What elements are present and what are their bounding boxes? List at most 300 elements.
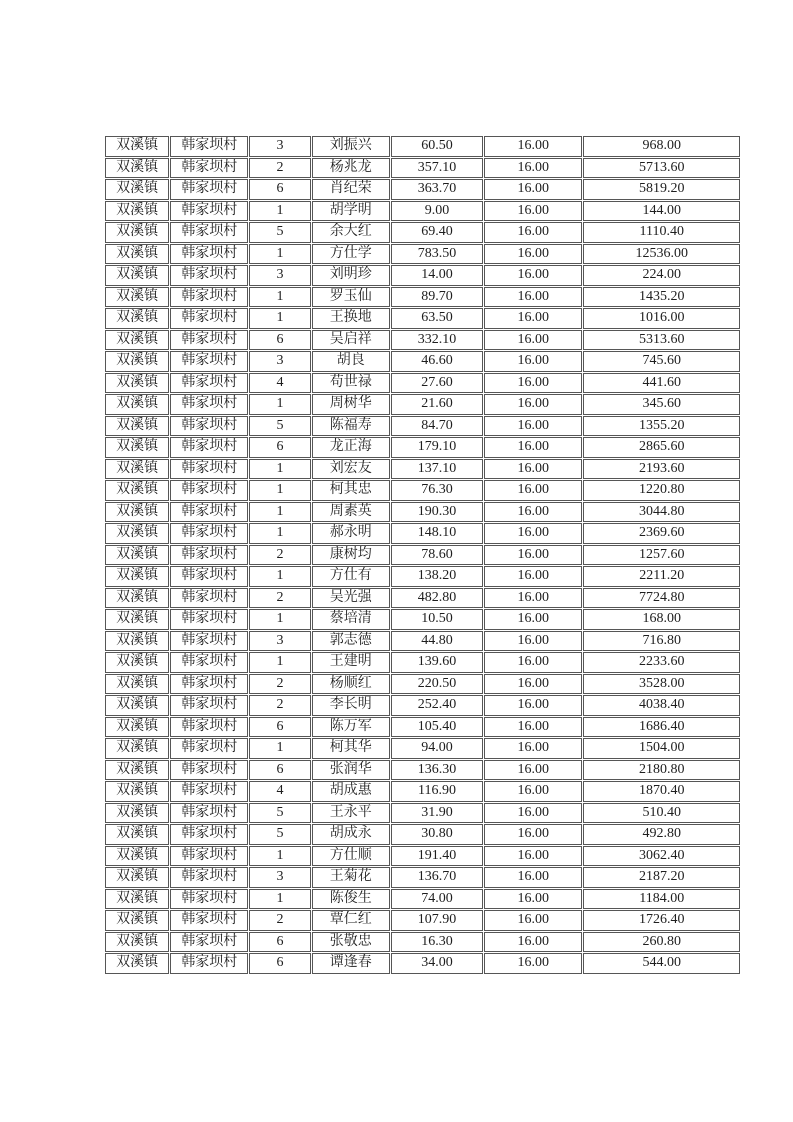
cell-amount: 2865.60 [583, 437, 740, 458]
cell-amount: 441.60 [583, 373, 740, 394]
table-row [105, 760, 740, 781]
cell-rate: 16.00 [484, 373, 582, 394]
cell-group: 6 [249, 179, 310, 200]
cell-rate: 16.00 [484, 695, 582, 716]
cell-rate: 16.00 [484, 652, 582, 673]
cell-area: 30.80 [391, 824, 483, 845]
cell-town: 双溪镇 [105, 136, 169, 157]
cell-group: 6 [249, 437, 310, 458]
cell-village: 韩家坝村 [170, 351, 248, 372]
cell-rate: 16.00 [484, 867, 582, 888]
cell-amount: 7724.80 [583, 588, 740, 609]
table-row [105, 609, 740, 630]
cell-amount: 510.40 [583, 803, 740, 824]
cell-rate: 16.00 [484, 158, 582, 179]
cell-area: 16.30 [391, 932, 483, 953]
cell-group: 1 [249, 523, 310, 544]
table-row [105, 588, 740, 609]
cell-town: 双溪镇 [105, 459, 169, 480]
cell-town: 双溪镇 [105, 803, 169, 824]
cell-group: 6 [249, 932, 310, 953]
cell-area: 137.10 [391, 459, 483, 480]
cell-rate: 16.00 [484, 717, 582, 738]
cell-area: 148.10 [391, 523, 483, 544]
cell-rate: 16.00 [484, 201, 582, 222]
cell-area: 783.50 [391, 244, 483, 265]
cell-area: 76.30 [391, 480, 483, 501]
cell-amount: 2369.60 [583, 523, 740, 544]
cell-amount: 2180.80 [583, 760, 740, 781]
cell-amount: 4038.40 [583, 695, 740, 716]
cell-name: 龙正海 [312, 437, 390, 458]
cell-village: 韩家坝村 [170, 201, 248, 222]
cell-group: 4 [249, 373, 310, 394]
cell-group: 2 [249, 158, 310, 179]
table-row [105, 351, 740, 372]
table-row [105, 502, 740, 523]
cell-town: 双溪镇 [105, 953, 169, 974]
cell-amount: 5713.60 [583, 158, 740, 179]
cell-name: 王换地 [312, 308, 390, 329]
table-row [105, 738, 740, 759]
cell-rate: 16.00 [484, 330, 582, 351]
cell-town: 双溪镇 [105, 416, 169, 437]
cell-town: 双溪镇 [105, 158, 169, 179]
cell-amount: 968.00 [583, 136, 740, 157]
cell-town: 双溪镇 [105, 889, 169, 910]
cell-group: 5 [249, 824, 310, 845]
table-row [105, 480, 740, 501]
cell-town: 双溪镇 [105, 867, 169, 888]
cell-rate: 16.00 [484, 480, 582, 501]
cell-village: 韩家坝村 [170, 781, 248, 802]
table-row [105, 201, 740, 222]
cell-rate: 16.00 [484, 824, 582, 845]
cell-amount: 345.60 [583, 394, 740, 415]
cell-rate: 16.00 [484, 910, 582, 931]
cell-name: 康树均 [312, 545, 390, 566]
cell-town: 双溪镇 [105, 760, 169, 781]
cell-area: 94.00 [391, 738, 483, 759]
cell-area: 220.50 [391, 674, 483, 695]
cell-amount: 745.60 [583, 351, 740, 372]
cell-rate: 16.00 [484, 265, 582, 286]
cell-group: 1 [249, 308, 310, 329]
cell-rate: 16.00 [484, 179, 582, 200]
table-row [105, 566, 740, 587]
cell-rate: 16.00 [484, 244, 582, 265]
cell-group: 4 [249, 781, 310, 802]
cell-amount: 5819.20 [583, 179, 740, 200]
table-row [105, 889, 740, 910]
cell-name: 杨顺红 [312, 674, 390, 695]
cell-group: 2 [249, 545, 310, 566]
cell-rate: 16.00 [484, 738, 582, 759]
cell-area: 482.80 [391, 588, 483, 609]
cell-town: 双溪镇 [105, 201, 169, 222]
cell-village: 韩家坝村 [170, 609, 248, 630]
cell-group: 1 [249, 244, 310, 265]
cell-town: 双溪镇 [105, 545, 169, 566]
cell-rate: 16.00 [484, 222, 582, 243]
cell-village: 韩家坝村 [170, 265, 248, 286]
cell-village: 韩家坝村 [170, 287, 248, 308]
cell-town: 双溪镇 [105, 631, 169, 652]
cell-rate: 16.00 [484, 674, 582, 695]
cell-village: 韩家坝村 [170, 932, 248, 953]
cell-group: 1 [249, 502, 310, 523]
cell-amount: 224.00 [583, 265, 740, 286]
cell-town: 双溪镇 [105, 674, 169, 695]
table-row [105, 867, 740, 888]
cell-amount: 3528.00 [583, 674, 740, 695]
table-row [105, 932, 740, 953]
cell-town: 双溪镇 [105, 351, 169, 372]
cell-area: 363.70 [391, 179, 483, 200]
cell-village: 韩家坝村 [170, 652, 248, 673]
cell-amount: 1435.20 [583, 287, 740, 308]
cell-area: 136.70 [391, 867, 483, 888]
table-row [105, 803, 740, 824]
cell-group: 3 [249, 867, 310, 888]
cell-group: 5 [249, 803, 310, 824]
cell-town: 双溪镇 [105, 179, 169, 200]
table-row [105, 674, 740, 695]
cell-name: 王菊花 [312, 867, 390, 888]
cell-village: 韩家坝村 [170, 179, 248, 200]
cell-name: 肖纪荣 [312, 179, 390, 200]
cell-amount: 1184.00 [583, 889, 740, 910]
cell-group: 1 [249, 846, 310, 867]
cell-area: 84.70 [391, 416, 483, 437]
cell-group: 1 [249, 652, 310, 673]
cell-name: 方仕有 [312, 566, 390, 587]
cell-town: 双溪镇 [105, 244, 169, 265]
cell-rate: 16.00 [484, 523, 582, 544]
cell-amount: 2193.60 [583, 459, 740, 480]
cell-name: 杨兆龙 [312, 158, 390, 179]
table-row [105, 652, 740, 673]
cell-village: 韩家坝村 [170, 308, 248, 329]
cell-area: 14.00 [391, 265, 483, 286]
cell-name: 罗玉仙 [312, 287, 390, 308]
table-row [105, 781, 740, 802]
cell-group: 1 [249, 609, 310, 630]
table-row [105, 136, 740, 157]
cell-group: 1 [249, 459, 310, 480]
cell-name: 张敬忠 [312, 932, 390, 953]
cell-town: 双溪镇 [105, 695, 169, 716]
cell-name: 王建明 [312, 652, 390, 673]
cell-group: 1 [249, 201, 310, 222]
cell-group: 2 [249, 910, 310, 931]
cell-village: 韩家坝村 [170, 545, 248, 566]
cell-group: 2 [249, 695, 310, 716]
cell-group: 1 [249, 287, 310, 308]
cell-rate: 16.00 [484, 609, 582, 630]
table-row [105, 953, 740, 974]
cell-area: 60.50 [391, 136, 483, 157]
cell-rate: 16.00 [484, 588, 582, 609]
cell-name: 胡成惠 [312, 781, 390, 802]
cell-amount: 1355.20 [583, 416, 740, 437]
cell-town: 双溪镇 [105, 394, 169, 415]
cell-area: 46.60 [391, 351, 483, 372]
cell-rate: 16.00 [484, 631, 582, 652]
cell-village: 韩家坝村 [170, 760, 248, 781]
cell-rate: 16.00 [484, 545, 582, 566]
cell-village: 韩家坝村 [170, 910, 248, 931]
subsidy-detail-table [104, 135, 741, 975]
cell-name: 刘振兴 [312, 136, 390, 157]
cell-amount: 1110.40 [583, 222, 740, 243]
cell-area: 34.00 [391, 953, 483, 974]
cell-group: 6 [249, 330, 310, 351]
cell-name: 谭逢春 [312, 953, 390, 974]
cell-town: 双溪镇 [105, 566, 169, 587]
cell-town: 双溪镇 [105, 738, 169, 759]
table-row [105, 824, 740, 845]
cell-town: 双溪镇 [105, 717, 169, 738]
cell-village: 韩家坝村 [170, 222, 248, 243]
cell-village: 韩家坝村 [170, 588, 248, 609]
cell-group: 6 [249, 953, 310, 974]
cell-rate: 16.00 [484, 502, 582, 523]
cell-town: 双溪镇 [105, 932, 169, 953]
cell-town: 双溪镇 [105, 588, 169, 609]
cell-rate: 16.00 [484, 136, 582, 157]
cell-area: 105.40 [391, 717, 483, 738]
cell-name: 李长明 [312, 695, 390, 716]
cell-area: 191.40 [391, 846, 483, 867]
cell-rate: 16.00 [484, 889, 582, 910]
cell-area: 357.10 [391, 158, 483, 179]
cell-area: 31.90 [391, 803, 483, 824]
cell-amount: 260.80 [583, 932, 740, 953]
cell-rate: 16.00 [484, 932, 582, 953]
table-row [105, 631, 740, 652]
cell-amount: 3062.40 [583, 846, 740, 867]
cell-name: 郝永明 [312, 523, 390, 544]
cell-amount: 1686.40 [583, 717, 740, 738]
cell-name: 余大红 [312, 222, 390, 243]
cell-rate: 16.00 [484, 308, 582, 329]
cell-rate: 16.00 [484, 803, 582, 824]
cell-name: 胡良 [312, 351, 390, 372]
table-row [105, 330, 740, 351]
cell-group: 1 [249, 566, 310, 587]
cell-town: 双溪镇 [105, 480, 169, 501]
cell-village: 韩家坝村 [170, 695, 248, 716]
cell-name: 苟世禄 [312, 373, 390, 394]
cell-group: 2 [249, 588, 310, 609]
cell-area: 332.10 [391, 330, 483, 351]
cell-name: 陈万军 [312, 717, 390, 738]
table-row [105, 416, 740, 437]
cell-town: 双溪镇 [105, 265, 169, 286]
cell-name: 郭志德 [312, 631, 390, 652]
cell-town: 双溪镇 [105, 437, 169, 458]
cell-rate: 16.00 [484, 437, 582, 458]
cell-amount: 1016.00 [583, 308, 740, 329]
cell-group: 1 [249, 394, 310, 415]
cell-village: 韩家坝村 [170, 738, 248, 759]
cell-town: 双溪镇 [105, 846, 169, 867]
table-row [105, 437, 740, 458]
cell-rate: 16.00 [484, 781, 582, 802]
cell-amount: 492.80 [583, 824, 740, 845]
cell-town: 双溪镇 [105, 308, 169, 329]
cell-area: 190.30 [391, 502, 483, 523]
cell-area: 136.30 [391, 760, 483, 781]
cell-village: 韩家坝村 [170, 480, 248, 501]
cell-amount: 2233.60 [583, 652, 740, 673]
table-row [105, 308, 740, 329]
cell-village: 韩家坝村 [170, 953, 248, 974]
cell-village: 韩家坝村 [170, 803, 248, 824]
table-row [105, 265, 740, 286]
cell-amount: 2187.20 [583, 867, 740, 888]
cell-name: 周树华 [312, 394, 390, 415]
cell-area: 78.60 [391, 545, 483, 566]
cell-amount: 2211.20 [583, 566, 740, 587]
table-row [105, 717, 740, 738]
cell-village: 韩家坝村 [170, 889, 248, 910]
cell-amount: 12536.00 [583, 244, 740, 265]
cell-town: 双溪镇 [105, 502, 169, 523]
cell-group: 6 [249, 717, 310, 738]
cell-rate: 16.00 [484, 760, 582, 781]
cell-amount: 544.00 [583, 953, 740, 974]
cell-name: 张润华 [312, 760, 390, 781]
cell-name: 胡成永 [312, 824, 390, 845]
cell-town: 双溪镇 [105, 781, 169, 802]
cell-village: 韩家坝村 [170, 437, 248, 458]
cell-name: 吴启祥 [312, 330, 390, 351]
cell-village: 韩家坝村 [170, 373, 248, 394]
table-row [105, 394, 740, 415]
cell-town: 双溪镇 [105, 609, 169, 630]
cell-name: 柯其忠 [312, 480, 390, 501]
cell-village: 韩家坝村 [170, 330, 248, 351]
cell-area: 139.60 [391, 652, 483, 673]
cell-name: 吴光强 [312, 588, 390, 609]
cell-name: 王永平 [312, 803, 390, 824]
cell-amount: 144.00 [583, 201, 740, 222]
cell-name: 覃仁红 [312, 910, 390, 931]
cell-group: 1 [249, 480, 310, 501]
cell-village: 韩家坝村 [170, 867, 248, 888]
cell-group: 5 [249, 416, 310, 437]
table-row [105, 523, 740, 544]
cell-village: 韩家坝村 [170, 502, 248, 523]
cell-group: 3 [249, 265, 310, 286]
cell-village: 韩家坝村 [170, 459, 248, 480]
cell-village: 韩家坝村 [170, 158, 248, 179]
cell-village: 韩家坝村 [170, 416, 248, 437]
cell-amount: 1870.40 [583, 781, 740, 802]
cell-group: 5 [249, 222, 310, 243]
cell-name: 周素英 [312, 502, 390, 523]
cell-name: 刘宏友 [312, 459, 390, 480]
cell-area: 63.50 [391, 308, 483, 329]
cell-area: 179.10 [391, 437, 483, 458]
cell-name: 方仕学 [312, 244, 390, 265]
cell-area: 138.20 [391, 566, 483, 587]
cell-rate: 16.00 [484, 394, 582, 415]
cell-village: 韩家坝村 [170, 523, 248, 544]
cell-name: 蔡培清 [312, 609, 390, 630]
cell-village: 韩家坝村 [170, 136, 248, 157]
cell-group: 3 [249, 631, 310, 652]
table-row [105, 846, 740, 867]
cell-area: 89.70 [391, 287, 483, 308]
table-row [105, 373, 740, 394]
table-row [105, 695, 740, 716]
cell-name: 柯其华 [312, 738, 390, 759]
cell-group: 6 [249, 760, 310, 781]
cell-village: 韩家坝村 [170, 244, 248, 265]
cell-amount: 716.80 [583, 631, 740, 652]
table-row [105, 545, 740, 566]
table-row [105, 459, 740, 480]
cell-town: 双溪镇 [105, 824, 169, 845]
cell-group: 1 [249, 889, 310, 910]
cell-rate: 16.00 [484, 351, 582, 372]
cell-name: 胡学明 [312, 201, 390, 222]
cell-amount: 1726.40 [583, 910, 740, 931]
cell-area: 9.00 [391, 201, 483, 222]
table-row [105, 222, 740, 243]
cell-village: 韩家坝村 [170, 717, 248, 738]
cell-area: 69.40 [391, 222, 483, 243]
cell-rate: 16.00 [484, 846, 582, 867]
cell-town: 双溪镇 [105, 287, 169, 308]
table-body [105, 136, 740, 974]
cell-village: 韩家坝村 [170, 394, 248, 415]
cell-group: 3 [249, 136, 310, 157]
table-row [105, 287, 740, 308]
cell-rate: 16.00 [484, 287, 582, 308]
cell-village: 韩家坝村 [170, 674, 248, 695]
table-row [105, 179, 740, 200]
table-row [105, 244, 740, 265]
cell-name: 陈福寿 [312, 416, 390, 437]
cell-area: 10.50 [391, 609, 483, 630]
cell-name: 陈俊生 [312, 889, 390, 910]
cell-town: 双溪镇 [105, 330, 169, 351]
table-row [105, 158, 740, 179]
cell-area: 74.00 [391, 889, 483, 910]
cell-village: 韩家坝村 [170, 631, 248, 652]
cell-area: 107.90 [391, 910, 483, 931]
cell-town: 双溪镇 [105, 523, 169, 544]
cell-area: 44.80 [391, 631, 483, 652]
cell-amount: 1504.00 [583, 738, 740, 759]
cell-rate: 16.00 [484, 566, 582, 587]
cell-group: 3 [249, 351, 310, 372]
cell-area: 27.60 [391, 373, 483, 394]
cell-town: 双溪镇 [105, 222, 169, 243]
cell-village: 韩家坝村 [170, 824, 248, 845]
cell-town: 双溪镇 [105, 910, 169, 931]
cell-village: 韩家坝村 [170, 846, 248, 867]
table-row [105, 910, 740, 931]
cell-amount: 168.00 [583, 609, 740, 630]
cell-name: 刘明珍 [312, 265, 390, 286]
cell-group: 1 [249, 738, 310, 759]
cell-town: 双溪镇 [105, 373, 169, 394]
